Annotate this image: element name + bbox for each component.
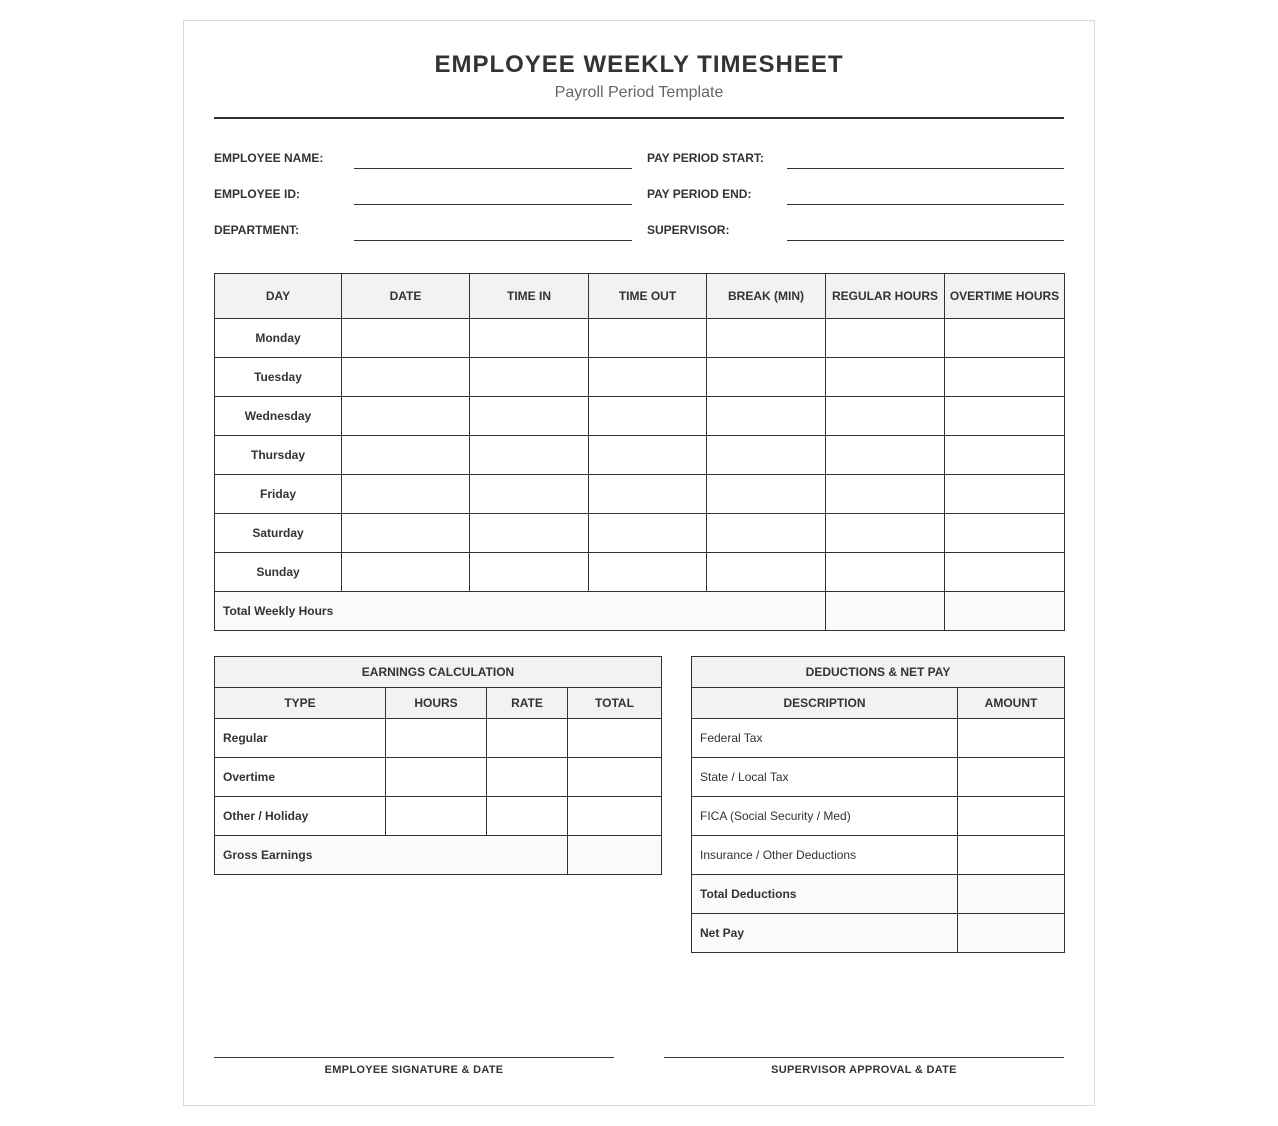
col-header-total: TOTAL bbox=[568, 688, 662, 719]
time-out-cell[interactable] bbox=[589, 475, 707, 514]
date-cell[interactable] bbox=[342, 358, 470, 397]
total-weekly-hours-row bbox=[215, 592, 1065, 631]
break-cell[interactable] bbox=[707, 475, 826, 514]
day-label: Tuesday bbox=[215, 358, 342, 397]
time-out-cell[interactable] bbox=[589, 514, 707, 553]
supervisor-label: SUPERVISOR: bbox=[647, 223, 730, 237]
break-cell[interactable] bbox=[707, 553, 826, 592]
time-in-cell[interactable] bbox=[470, 358, 589, 397]
total-deductions-label: Total Deductions bbox=[692, 875, 958, 914]
col-header-hours: HOURS bbox=[386, 688, 487, 719]
col-header-type: TYPE bbox=[215, 688, 386, 719]
total-deductions-row bbox=[692, 875, 1065, 914]
department-label: DEPARTMENT: bbox=[214, 223, 300, 237]
overtime-hours-cell[interactable] bbox=[945, 475, 1065, 514]
timesheet-header-row bbox=[215, 274, 1065, 319]
net-pay-cell[interactable] bbox=[958, 914, 1065, 953]
deductions-title-row bbox=[692, 657, 1065, 688]
time-out-cell[interactable] bbox=[589, 358, 707, 397]
employee-name-label: EMPLOYEE NAME: bbox=[214, 151, 324, 165]
hours-cell[interactable] bbox=[386, 758, 487, 797]
day-label: Friday bbox=[215, 475, 342, 514]
total-cell[interactable] bbox=[568, 719, 662, 758]
col-header-description: DESCRIPTION bbox=[692, 688, 958, 719]
col-header-date: DATE bbox=[342, 274, 470, 319]
info-row-3 bbox=[214, 221, 1064, 251]
employee-signature-label: EMPLOYEE SIGNATURE & DATE bbox=[324, 1064, 504, 1076]
break-cell[interactable] bbox=[707, 397, 826, 436]
day-label: Monday bbox=[215, 319, 342, 358]
supervisor-approval-block bbox=[664, 1057, 1064, 1076]
break-cell[interactable] bbox=[707, 514, 826, 553]
col-header-amount: AMOUNT bbox=[958, 688, 1065, 719]
rate-cell[interactable] bbox=[487, 719, 568, 758]
total-regular-hours-cell[interactable] bbox=[826, 592, 945, 631]
total-cell[interactable] bbox=[568, 797, 662, 836]
overtime-hours-cell[interactable] bbox=[945, 319, 1065, 358]
time-in-cell[interactable] bbox=[470, 514, 589, 553]
page-title: EMPLOYEE WEEKLY TIMESHEET bbox=[434, 51, 844, 78]
amount-cell[interactable] bbox=[958, 797, 1065, 836]
employee-signature-line[interactable] bbox=[214, 1057, 614, 1058]
time-out-cell[interactable] bbox=[589, 397, 707, 436]
table-row bbox=[215, 719, 662, 758]
gross-earnings-label: Gross Earnings bbox=[215, 836, 568, 875]
col-header-rate: RATE bbox=[487, 688, 568, 719]
supervisor-approval-label: SUPERVISOR APPROVAL & DATE bbox=[771, 1064, 957, 1076]
amount-cell[interactable] bbox=[958, 719, 1065, 758]
break-cell[interactable] bbox=[707, 358, 826, 397]
date-cell[interactable] bbox=[342, 319, 470, 358]
time-in-cell[interactable] bbox=[470, 397, 589, 436]
table-row bbox=[215, 436, 1065, 475]
page-subtitle: Payroll Period Template bbox=[554, 84, 724, 101]
deduction-label: FICA (Social Security / Med) bbox=[692, 797, 958, 836]
col-header-regular-hours: REGULAR HOURS bbox=[826, 274, 945, 319]
table-row bbox=[215, 514, 1065, 553]
amount-cell[interactable] bbox=[958, 836, 1065, 875]
day-label: Wednesday bbox=[215, 397, 342, 436]
table-row bbox=[692, 797, 1065, 836]
earnings-title-row bbox=[215, 657, 662, 688]
overtime-hours-cell[interactable] bbox=[945, 358, 1065, 397]
pay-period-start-label: PAY PERIOD START: bbox=[647, 151, 764, 165]
info-row-1 bbox=[214, 149, 1064, 179]
regular-hours-cell[interactable] bbox=[826, 436, 945, 475]
regular-hours-cell[interactable] bbox=[826, 514, 945, 553]
table-row bbox=[215, 475, 1065, 514]
employee-id-label: EMPLOYEE ID: bbox=[214, 187, 301, 201]
overtime-hours-cell[interactable] bbox=[945, 514, 1065, 553]
overtime-hours-cell[interactable] bbox=[945, 553, 1065, 592]
table-row bbox=[215, 319, 1065, 358]
timesheet-table bbox=[214, 273, 1065, 631]
employee-signature-block bbox=[214, 1057, 614, 1076]
deductions-title: DEDUCTIONS & NET PAY bbox=[692, 657, 1065, 688]
total-deductions-cell[interactable] bbox=[958, 875, 1065, 914]
hours-cell[interactable] bbox=[386, 797, 487, 836]
earnings-title: EARNINGS CALCULATION bbox=[215, 657, 662, 688]
day-label: Sunday bbox=[215, 553, 342, 592]
supervisor-approval-line[interactable] bbox=[664, 1057, 1064, 1058]
total-cell[interactable] bbox=[568, 758, 662, 797]
date-cell[interactable] bbox=[342, 475, 470, 514]
regular-hours-cell[interactable] bbox=[826, 475, 945, 514]
col-header-break: BREAK (MIN) bbox=[707, 274, 826, 319]
regular-hours-cell[interactable] bbox=[826, 319, 945, 358]
table-row bbox=[215, 797, 662, 836]
time-in-cell[interactable] bbox=[470, 475, 589, 514]
time-out-cell[interactable] bbox=[589, 436, 707, 475]
table-row bbox=[215, 553, 1065, 592]
table-row bbox=[692, 719, 1065, 758]
table-row bbox=[215, 397, 1065, 436]
time-out-cell[interactable] bbox=[589, 319, 707, 358]
overtime-hours-cell[interactable] bbox=[945, 397, 1065, 436]
col-header-overtime-hours: OVERTIME HOURS bbox=[945, 274, 1065, 319]
regular-hours-cell[interactable] bbox=[826, 358, 945, 397]
break-cell[interactable] bbox=[707, 436, 826, 475]
earnings-type-label: Regular bbox=[215, 719, 386, 758]
table-row bbox=[692, 758, 1065, 797]
timesheet-page bbox=[183, 20, 1095, 1106]
col-header-time-out: TIME OUT bbox=[589, 274, 707, 319]
day-label: Saturday bbox=[215, 514, 342, 553]
time-out-cell[interactable] bbox=[589, 553, 707, 592]
deductions-table bbox=[691, 656, 1065, 953]
gross-earnings-cell[interactable] bbox=[568, 836, 662, 875]
rate-cell[interactable] bbox=[487, 797, 568, 836]
department-field[interactable] bbox=[354, 240, 632, 241]
time-in-cell[interactable] bbox=[470, 553, 589, 592]
net-pay-row bbox=[692, 914, 1065, 953]
col-header-time-in: TIME IN bbox=[470, 274, 589, 319]
pay-period-end-field[interactable] bbox=[787, 204, 1064, 205]
net-pay-label: Net Pay bbox=[692, 914, 958, 953]
earnings-type-label: Other / Holiday bbox=[215, 797, 386, 836]
header-divider bbox=[214, 117, 1064, 119]
day-label: Thursday bbox=[215, 436, 342, 475]
date-cell[interactable] bbox=[342, 514, 470, 553]
deduction-label: Federal Tax bbox=[692, 719, 958, 758]
pay-period-start-field[interactable] bbox=[787, 168, 1064, 169]
table-row bbox=[215, 758, 662, 797]
rate-cell[interactable] bbox=[487, 758, 568, 797]
info-row-2 bbox=[214, 185, 1064, 215]
deductions-header-row bbox=[692, 688, 1065, 719]
date-cell[interactable] bbox=[342, 553, 470, 592]
break-cell[interactable] bbox=[707, 319, 826, 358]
time-in-cell[interactable] bbox=[470, 436, 589, 475]
regular-hours-cell[interactable] bbox=[826, 553, 945, 592]
date-cell[interactable] bbox=[342, 397, 470, 436]
deduction-label: Insurance / Other Deductions bbox=[692, 836, 958, 875]
table-row bbox=[215, 358, 1065, 397]
pay-period-end-label: PAY PERIOD END: bbox=[647, 187, 752, 201]
col-header-day: DAY bbox=[215, 274, 342, 319]
regular-hours-cell[interactable] bbox=[826, 397, 945, 436]
time-in-cell[interactable] bbox=[470, 319, 589, 358]
supervisor-field[interactable] bbox=[787, 240, 1064, 241]
date-cell[interactable] bbox=[342, 436, 470, 475]
total-overtime-hours-cell[interactable] bbox=[945, 592, 1065, 631]
employee-id-field[interactable] bbox=[354, 204, 632, 205]
total-weekly-hours-label: Total Weekly Hours bbox=[215, 592, 826, 631]
hours-cell[interactable] bbox=[386, 719, 487, 758]
overtime-hours-cell[interactable] bbox=[945, 436, 1065, 475]
gross-earnings-row bbox=[215, 836, 662, 875]
deduction-label: State / Local Tax bbox=[692, 758, 958, 797]
earnings-table bbox=[214, 656, 662, 875]
earnings-type-label: Overtime bbox=[215, 758, 386, 797]
earnings-header-row bbox=[215, 688, 662, 719]
employee-name-field[interactable] bbox=[354, 168, 632, 169]
table-row bbox=[692, 836, 1065, 875]
amount-cell[interactable] bbox=[958, 758, 1065, 797]
